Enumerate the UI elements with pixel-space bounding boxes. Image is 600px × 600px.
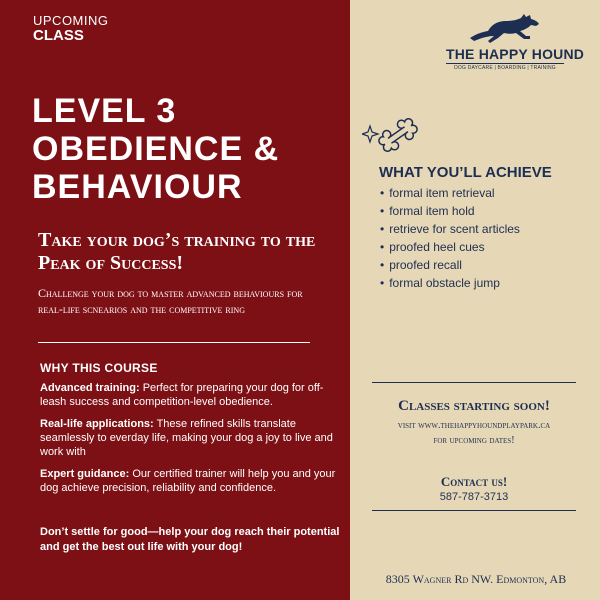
list-item: • formal item retrieval — [380, 184, 520, 202]
logo-name: THE HAPPY HOUND — [446, 46, 585, 62]
list-item: • proofed heel cues — [380, 238, 520, 256]
divider — [372, 510, 576, 511]
website-link[interactable]: visit www.thehappyhoundplaypark.ca — [397, 420, 551, 431]
why-item-advanced — [40, 381, 340, 409]
title-line-3: BEHAVIOUR — [32, 168, 243, 206]
why-course-heading: WHY THIS COURSE — [40, 361, 158, 375]
why-item-label: Real-life applications: — [40, 418, 154, 430]
contact-heading: Contact us! — [440, 474, 508, 489]
jumping-dog-icon — [468, 12, 542, 44]
achieve-list — [380, 184, 520, 292]
logo-rule — [446, 63, 564, 64]
divider — [38, 342, 310, 343]
why-item-text: Our certified trainer will help you and your dog achieve precision, reliability and confidence. — [40, 468, 336, 494]
why-item-text: Perfect for preparing your dog for off-leash success and competition-level obedience. — [40, 382, 324, 408]
why-item-text: These refined skills translate seamlessly to everday life, making your dog a joy to live and work with — [40, 418, 333, 458]
bone-sparkle-icon — [362, 118, 420, 152]
contact-info — [360, 474, 588, 503]
list-item: • retrieve for scent articles — [380, 220, 520, 238]
title-line-1: LEVEL 3 — [32, 92, 177, 130]
list-item: • proofed recall — [380, 256, 520, 274]
upcoming-class-label — [33, 13, 109, 43]
happy-hound-logo — [446, 12, 585, 71]
upcoming-text: UPCOMING — [33, 13, 109, 28]
classes-info — [360, 398, 588, 448]
class-text: CLASS — [33, 27, 84, 44]
address: 8305 Wagner Rd NW. Edmonton, AB — [385, 572, 567, 586]
achieve-heading: WHAT YOU’LL ACHIEVE — [379, 164, 552, 181]
classes-dates-text: for upcoming dates! — [433, 435, 515, 446]
closing-statement: Don’t settle for good—help your dog reach their potential and get the best out life with your dog! — [40, 526, 340, 553]
why-course-list — [40, 381, 340, 503]
why-item-label: Advanced training: — [40, 382, 140, 394]
title-line-2: OBEDIENCE & — [32, 130, 280, 168]
course-title — [32, 92, 342, 206]
list-item: • formal obstacle jump — [380, 274, 520, 292]
phone-number[interactable]: 587-787-3713 — [439, 491, 509, 503]
why-item-label: Expert guidance: — [40, 468, 130, 480]
divider — [372, 382, 576, 383]
challenge-text: Challenge your dog to master advanced behaviours for real-life scnearios and the competitive ring — [38, 286, 303, 316]
tagline: Take your dog’s training to the Peak of Success! — [38, 229, 316, 274]
list-item: • formal item hold — [380, 202, 520, 220]
classes-text — [360, 418, 588, 448]
why-item-real-life — [40, 417, 340, 459]
why-item-expert — [40, 467, 340, 495]
logo-subtitle: DOG DAYCARE | BOARDING | TRAINING — [454, 65, 556, 71]
classes-heading: Classes starting soon! — [398, 398, 550, 414]
